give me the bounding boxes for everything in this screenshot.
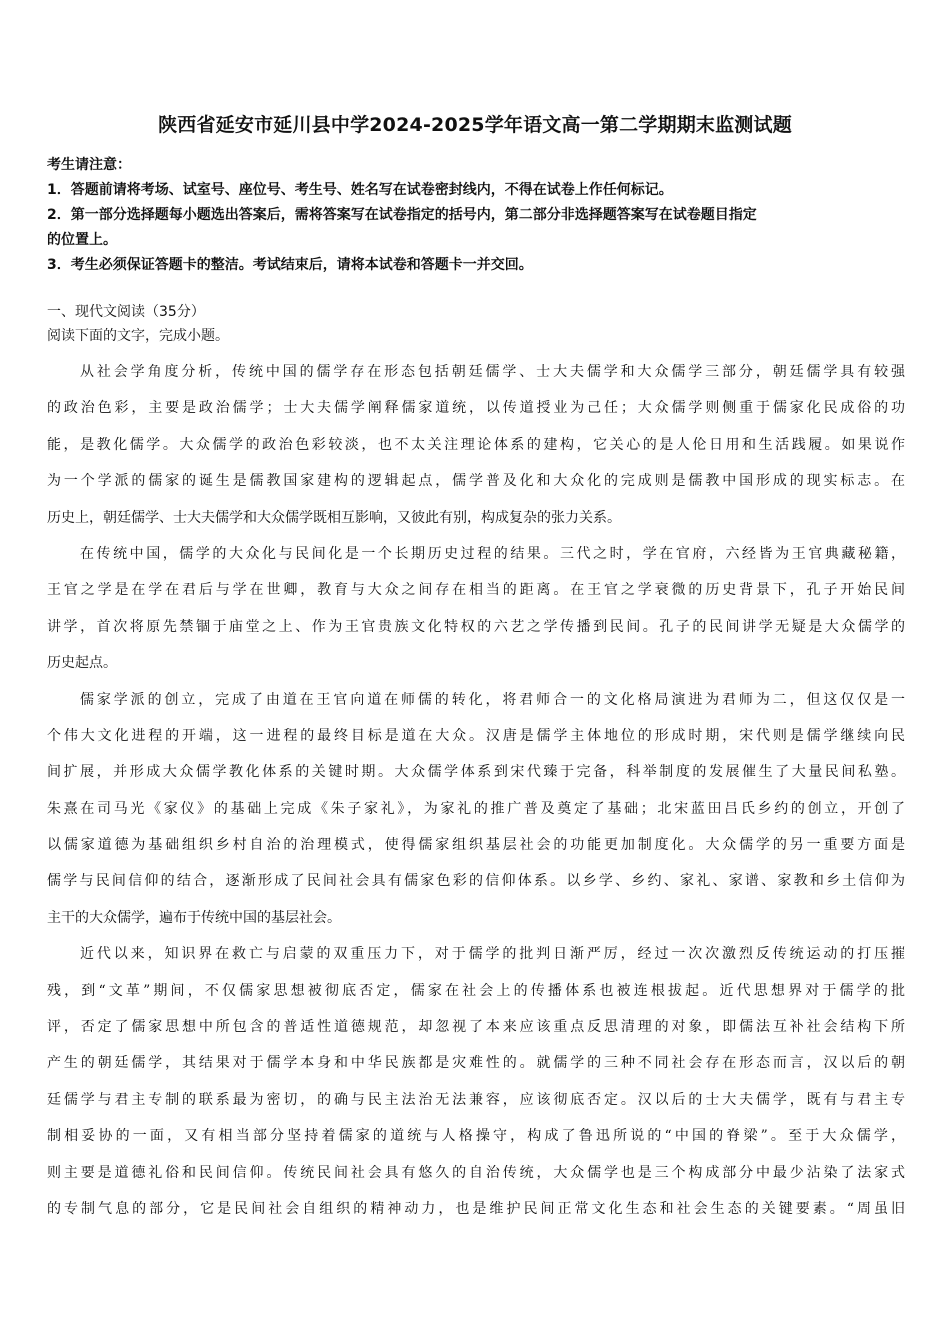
passage-line: 讲学，首次将原先禁锢于庙堂之上、作为王官贵族文化特权的六艺之学传播到民间。孔子的民间讲学无疑是大众儒学的 bbox=[47, 618, 905, 635]
section-header bbox=[47, 300, 907, 348]
passage-line: 的专制气息的部分，它是民间社会自组织的精神动力，也是维护民间正常文化生态和社会生态的关键要素。“周虽旧 bbox=[47, 1200, 905, 1217]
passage-line: 儒学与民间信仰的结合，逐渐形成了民间社会具有儒家色彩的信仰体系。以乡学、乡约、家礼、家谱、家教和乡土信仰为 bbox=[47, 873, 905, 890]
passage-line: 王官之学是在学在君后与学在世卿，教育与大众之间存在相当的距离。在王官之学衰微的历史背景下，孔子开始民间 bbox=[47, 582, 905, 599]
section-intro: 阅读下面的文字，完成小题。 bbox=[47, 328, 229, 344]
passage-line: 在传统中国，儒学的大众化与民间化是一个长期历史过程的结果。三代之时，学在官府，六经皆为王官典藏秘籍， bbox=[80, 545, 905, 562]
passage-line: 评，否定了儒家思想中所包含的普适性道德规范，却忽视了本来应该重点反思清理的对象，即儒法互补社会结构下所 bbox=[47, 1019, 905, 1036]
passage-line: 廷儒学与君主专制的联系最为密切，的确与民主法治无法兼容，应该彻底否定。汉以后的士大夫儒学，既有与君主专 bbox=[47, 1091, 905, 1108]
passage-line: 残，到“文革”期间，不仅儒家思想被彻底否定，儒家在社会上的传播体系也被连根拔起。近代思想界对于儒学的批 bbox=[47, 982, 905, 999]
candidate-notice bbox=[47, 153, 907, 278]
passage-line: 制相妥协的一面，又有相当部分坚持着儒家的道统与人格操守，构成了鲁迅所说的“中国的脊梁”。至于大众儒学， bbox=[47, 1128, 905, 1145]
reading-passage bbox=[47, 354, 905, 1227]
notice-line: 2．第一部分选择题每小题选出答案后，需将答案写在试卷指定的括号内，第二部分非选择题答案写在试卷题目指定 bbox=[47, 207, 757, 223]
notice-line: 3．考生必须保证答题卡的整洁。考试结束后，请将本试卷和答题卡一并交回。 bbox=[47, 257, 533, 273]
passage-line: 为一个学派的儒家的诞生是儒教国家建构的逻辑起点，儒学普及化和大众化的完成则是儒教中国形成的现实标志。在 bbox=[47, 473, 905, 490]
passage-line: 则主要是道德礼俗和民间信仰。传统民间社会具有悠久的自治传统，大众儒学也是三个构成部分中最少沾染了法家式 bbox=[47, 1164, 905, 1181]
passage-line: 历史起点。 bbox=[47, 655, 117, 672]
passage-line: 个伟大文化进程的开端，这一进程的最终目标是道在大众。汉唐是儒学主体地位的形成时期，宋代则是儒学继续向民 bbox=[47, 727, 905, 744]
passage-line: 近代以来，知识界在救亡与启蒙的双重压力下，对于儒学的批判日渐严厉，经过一次次激烈反传统运动的打压摧 bbox=[80, 946, 905, 963]
passage-line: 产生的朝廷儒学，其结果对于儒学本身和中华民族都是灾难性的。就儒学的三种不同社会存在形态而言，汉以后的朝 bbox=[47, 1055, 905, 1072]
passage-line: 主干的大众儒学，遍布于传统中国的基层社会。 bbox=[47, 909, 341, 926]
passage-line: 的政治色彩，主要是政治儒学；士大夫儒学阐释儒家道统，以传道授业为己任；大众儒学则侧重于儒家化民成俗的功 bbox=[47, 400, 905, 417]
passage-line: 朱熹在司马光《家仪》的基础上完成《朱子家礼》，为家礼的推广普及奠定了基础；北宋蓝田吕氏乡约的创立，开创了 bbox=[47, 800, 905, 817]
passage-line: 以儒家道德为基础组织乡村自治的治理模式，使得儒家组织基层社会的功能更加制度化。大众儒学的另一重要方面是 bbox=[47, 837, 905, 854]
section-heading: 一、现代文阅读（35分） bbox=[47, 304, 205, 320]
passage-line: 间扩展，并形成大众儒学教化体系的关键时期。大众儒学体系到宋代臻于完备，科举制度的发展催生了大量民间私塾。 bbox=[47, 764, 905, 781]
notice-line: 的位置上。 bbox=[47, 232, 117, 248]
passage-line: 能，是教化儒学。大众儒学的政治色彩较淡，也不太关注理论体系的建构，它关心的是人伦日用和生活践履。如果说作 bbox=[47, 436, 905, 453]
page-title: 陕西省延安市延川县中学2024-2025学年语文高一第二学期期末监测试题 bbox=[158, 114, 792, 136]
passage-line: 从社会学角度分析，传统中国的儒学存在形态包括朝廷儒学、士大夫儒学和大众儒学三部分，朝廷儒学具有较强 bbox=[80, 364, 905, 380]
passage-line: 历史上，朝廷儒学、士大夫儒学和大众儒学既相互影响，又彼此有别，构成复杂的张力关系。 bbox=[47, 509, 621, 526]
passage-line: 儒家学派的创立，完成了由道在王官向道在师儒的转化，将君师合一的文化格局演进为君师为二，但这仅仅是一 bbox=[80, 691, 905, 708]
notice-heading: 考生请注意： bbox=[47, 157, 131, 173]
notice-line: 1．答题前请将考场、试室号、座位号、考生号、姓名写在试卷密封线内，不得在试卷上作任何标记。 bbox=[47, 182, 673, 198]
